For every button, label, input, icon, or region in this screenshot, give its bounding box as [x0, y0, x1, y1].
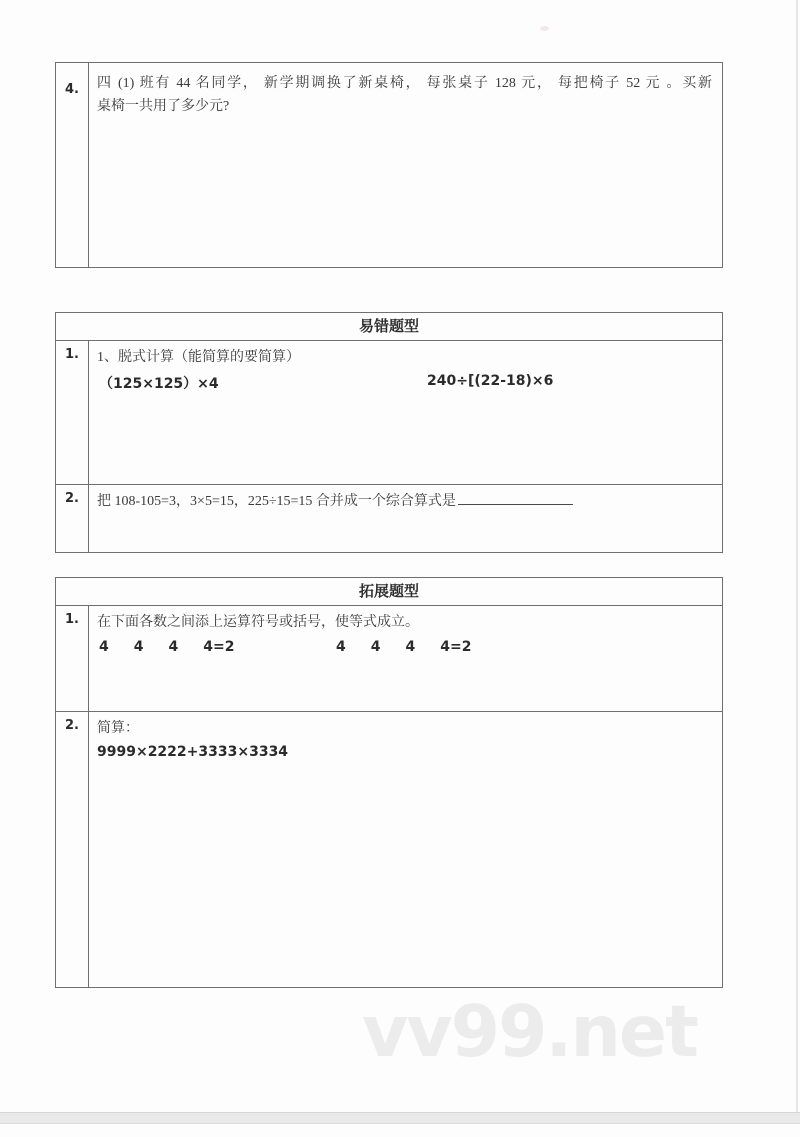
number-item: 4=2: [203, 639, 235, 655]
watermark: vv99.net: [362, 990, 697, 1073]
number-groups-line: [97, 639, 712, 661]
row-number-cell: [56, 341, 89, 484]
fill-prompt: 在下面各数之间添上运算符号或括号，使等式成立。: [97, 615, 419, 630]
combine-question-text: 把 108-105=3，3×5=15，225÷15=15 合并成一个综合算式是: [97, 494, 456, 509]
row-number-cell: [56, 712, 89, 987]
section-extension: [55, 577, 723, 988]
question4-number-cell: [56, 63, 89, 267]
number-item: 4: [133, 639, 144, 655]
extension-row-1: [56, 606, 722, 711]
number-group-left: [99, 639, 234, 655]
question4-content-cell: [89, 63, 722, 267]
question4-text-line1: 四 (1) 班有 44 名同学， 新学期调换了新桌椅， 每张桌子 128 元， 每把椅子 52 元 。买新: [97, 76, 712, 91]
row-content-cell: [89, 485, 722, 552]
expressions-line: [97, 373, 712, 395]
row-content-cell: [89, 606, 722, 711]
number-item: 4: [405, 639, 416, 655]
section-error-prone-title: 易错题型: [56, 313, 722, 341]
page-break-band: [0, 1112, 800, 1124]
number-item: 4: [99, 639, 109, 655]
error-prone-row-2: [56, 484, 722, 552]
extension-row-2: [56, 711, 722, 987]
simplify-label: 简算：: [97, 721, 139, 736]
row-content-cell: [89, 341, 722, 484]
question4-text-line2: 桌椅一共用了多少元?: [97, 99, 230, 114]
number-item: 4=2: [440, 639, 472, 655]
question4-table: [55, 62, 723, 268]
row-number: 1.: [65, 347, 79, 362]
number-item: 4: [336, 639, 346, 655]
row-number: 2.: [65, 718, 79, 733]
number-group-right: [336, 639, 471, 655]
row-number: 1.: [65, 612, 79, 627]
number-item: 4: [370, 639, 381, 655]
page-edge-line: [796, 0, 798, 1112]
row-number-cell: [56, 485, 89, 552]
section-extension-title: 拓展题型: [56, 578, 722, 606]
question4-row: [56, 63, 722, 267]
row-number-cell: [56, 606, 89, 711]
error-prone-row-1: [56, 341, 722, 484]
expression-left: （125×125）×4: [99, 376, 219, 392]
row-number: 2.: [65, 491, 79, 506]
section-error-prone: [55, 312, 723, 553]
answer-blank: [458, 491, 573, 505]
scan-artifact: [540, 26, 549, 31]
number-item: 4: [168, 639, 179, 655]
row-content-cell: [89, 712, 722, 987]
calc-prompt: 1、脱式计算（能简算的要简算）: [97, 350, 300, 365]
simplify-expression: 9999×2222+3333×3334: [97, 744, 289, 760]
combine-question-line: [97, 490, 712, 513]
expression-right: 240÷[(22-18)×6: [427, 373, 554, 389]
question4-number: 4.: [65, 82, 79, 97]
